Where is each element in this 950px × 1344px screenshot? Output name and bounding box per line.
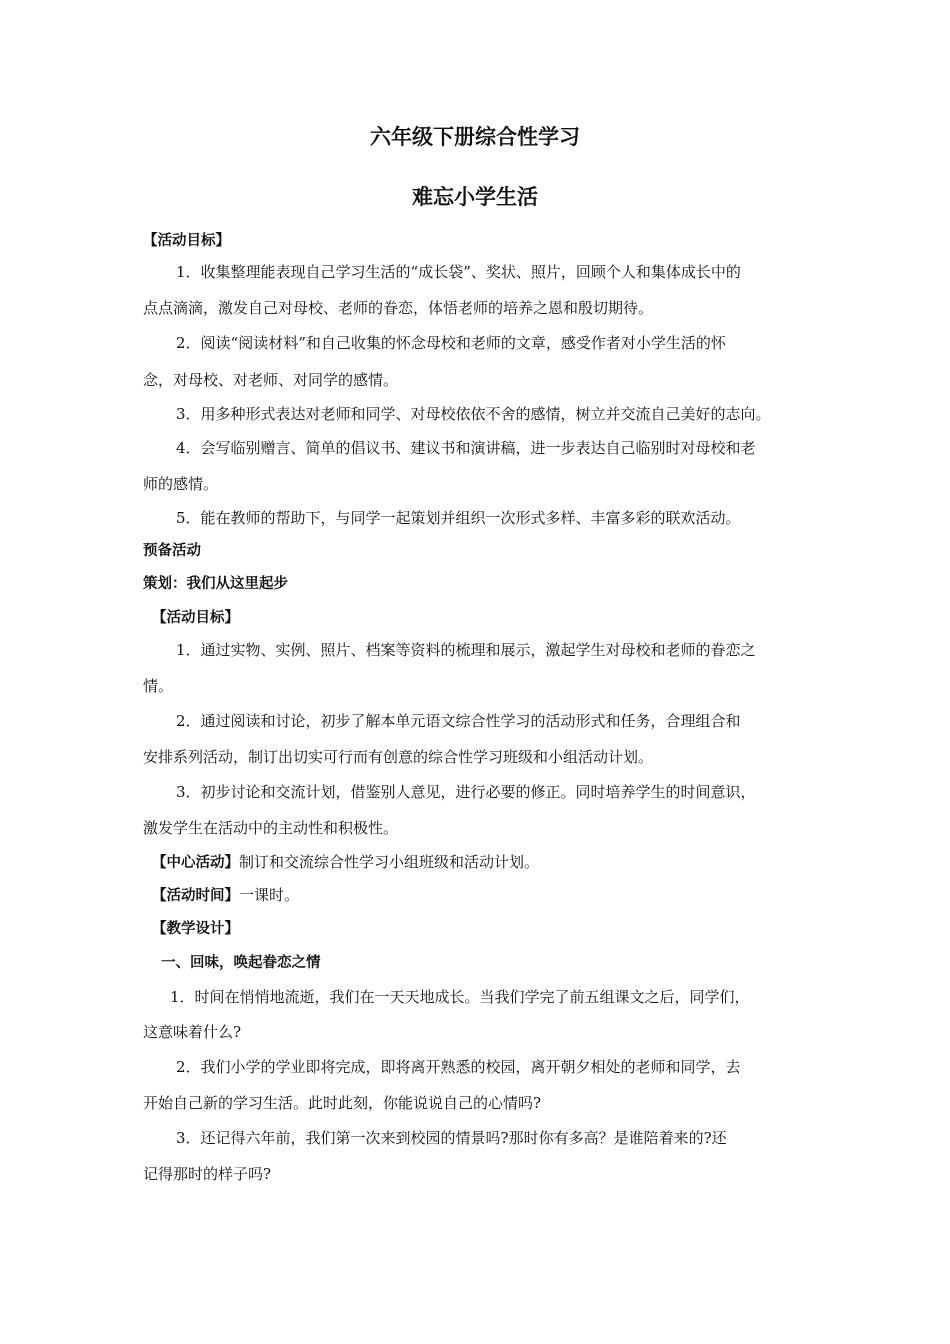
section-1-para-2-line-2: 开始自己新的学习生活。此时此刻，你能说说自己的心情吗?: [143, 1094, 542, 1112]
activity-time-text: 一课时。: [239, 886, 300, 904]
section-heading-activity-goals: 【活动目标】: [143, 233, 230, 249]
plan-goal-2-line-1: 2．通过阅读和讨论，初步了解本单元语文综合性学习的活动形式和任务，合理组合和: [176, 712, 741, 730]
goal-2-line-2: 念，对母校、对老师、对同学的感情。: [143, 371, 399, 389]
section-1-para-1-line-1: 1．时间在悄悄地流逝，我们在一天天地成长。当我们学完了前五组课文之后，同学们，: [170, 988, 750, 1006]
document-title: 六年级下册综合性学习: [370, 125, 580, 149]
plan-goal-2-line-2: 安排系列活动，制订出切实可行而有创意的综合性学习班级和小组活动计划。: [143, 748, 654, 766]
document-subtitle: 难忘小学生活: [412, 185, 538, 209]
section-heading-activity-goals-2: 【活动目标】: [152, 610, 239, 626]
goal-2-line-1: 2．阅读“阅读材料”和自己收集的怀念母校和老师的文章，感受作者对小学生活的怀: [176, 334, 726, 352]
goal-1-line-1: 1．收集整理能表现自己学习生活的“成长袋”、奖状、照片，回顾个人和集体成长中的: [176, 263, 741, 281]
section-heading-plan: 策划：我们从这里起步: [143, 576, 288, 592]
goal-1-line-2: 点点滴滴，激发自己对母校、老师的眷恋，体悟老师的培养之恩和殷切期待。: [143, 299, 654, 317]
goal-4-line-2: 师的感情。: [143, 475, 219, 493]
plan-goal-3-line-1: 3．初步讨论和交流计划，借鉴别人意见，进行必要的修正。同时培养学生的时间意识，: [176, 783, 756, 801]
goal-3-line-1: 3．用多种形式表达对老师和同学、对母校依依不舍的感情，树立并交流自己美好的志向。: [176, 405, 771, 423]
goal-5-line-1: 5．能在教师的帮助下，与同学一起策划并组织一次形式多样、丰富多彩的联欢活动。: [176, 509, 741, 527]
section-1-para-3-line-1: 3．还记得六年前，我们第一次来到校园的情景吗?那时你有多高？是谁陪着来的?还: [176, 1129, 727, 1147]
section-heading-teaching-design: 【教学设计】: [152, 921, 239, 937]
section-1-para-3-line-2: 记得那时的样子吗?: [143, 1165, 272, 1183]
section-1-para-1-line-2: 这意味着什么?: [143, 1023, 242, 1041]
goal-4-line-1: 4．会写临别赠言、简单的倡议书、建议书和演讲稿，进一步表达自己临别时对母校和老: [176, 439, 756, 457]
central-activity-line: [152, 852, 539, 873]
central-activity-text: 制订和交流综合性学习小组班级和活动计划。: [239, 853, 540, 871]
activity-time-line: [152, 885, 299, 906]
section-heading-prep-activity: 预备活动: [143, 543, 201, 559]
section-1-heading: 一、回味，唤起眷恋之情: [161, 955, 321, 971]
central-activity-label: 【中心活动】: [152, 855, 239, 871]
section-1-para-2-line-1: 2．我们小学的学业即将完成，即将离开熟悉的校园，离开朝夕相处的老师和同学，去: [176, 1058, 741, 1076]
plan-goal-1-line-2: 情。: [143, 677, 174, 695]
plan-goal-1-line-1: 1．通过实物、实例、照片、档案等资料的梳理和展示，激起学生对母校和老师的眷恋之: [176, 641, 756, 659]
activity-time-label: 【活动时间】: [152, 888, 239, 904]
plan-goal-3-line-2: 激发学生在活动中的主动性和积极性。: [143, 819, 399, 837]
